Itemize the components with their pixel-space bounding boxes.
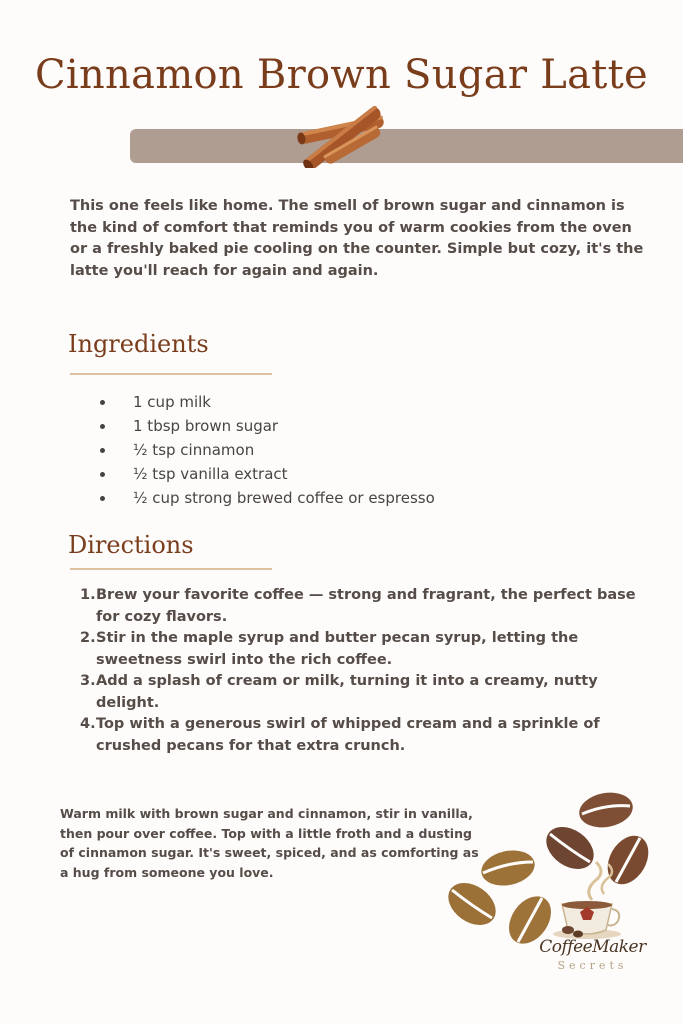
directions-heading: Directions <box>68 531 194 559</box>
list-item <box>80 585 640 628</box>
cinnamon-sticks-icon <box>292 106 392 168</box>
summary-paragraph: Warm milk with brown sugar and cinnamon, stir in vanilla, then pour over coffee. Top with a little froth and a dusting of cinnamon sugar. It's sweet, spiced, and as comforting as a hug from someone you love. <box>60 806 479 880</box>
step-text: Brew your favorite coffee — strong and fragrant, the perfect base for cozy flavors. <box>96 587 636 625</box>
coffee-cup-icon <box>553 862 621 939</box>
ingredient-text: 1 tbsp brown sugar <box>133 417 279 435</box>
list-item <box>100 486 435 510</box>
coffee-bean-icon <box>538 818 601 877</box>
ingredient-text: ½ tsp vanilla extract <box>133 465 288 483</box>
list-item <box>80 671 640 714</box>
bullet <box>100 424 105 429</box>
ingredient-text: ½ tsp cinnamon <box>133 441 255 459</box>
list-item <box>100 438 435 462</box>
ingredients-divider <box>70 373 272 375</box>
directions-divider <box>70 568 272 570</box>
coffee-bean-icon <box>599 828 656 891</box>
coffee-bean-icon <box>576 789 635 832</box>
bullet <box>100 400 105 405</box>
ingredients-heading: Ingredients <box>68 330 209 358</box>
ingredient-text: 1 cup milk <box>133 393 211 411</box>
step-number: 1. <box>80 587 96 603</box>
bullet <box>100 448 105 453</box>
brand-subtitle: Secrets <box>557 959 628 972</box>
list-item <box>100 462 435 486</box>
step-text: Add a splash of cream or milk, turning it into a creamy, nutty delight. <box>96 673 598 711</box>
list-item <box>100 414 435 438</box>
step-number: 2. <box>80 630 96 646</box>
title-underline-bar <box>130 129 683 163</box>
list-item <box>80 714 640 757</box>
bullet <box>100 472 105 477</box>
list-item <box>80 628 640 671</box>
brand-name: CoffeeMaker <box>539 937 646 957</box>
step-number: 4. <box>80 716 96 732</box>
bullet <box>100 496 105 501</box>
list-item <box>100 390 435 414</box>
coffee-bean-icon <box>478 846 538 890</box>
ingredients-list <box>100 390 435 510</box>
coffee-beans-illustration <box>440 782 683 1024</box>
step-text: Stir in the maple syrup and butter pecan syrup, letting the sweetness swirl into the rich coffee. <box>96 630 579 668</box>
brand-logo <box>535 937 650 972</box>
intro-paragraph: This one feels like home. The smell of brown sugar and cinnamon is the kind of comfort that reminds you of warm cookies from the oven or a freshly baked pie cooling on the counter. Simple but cozy, it's the latte you'll reach for again and again. <box>70 198 644 279</box>
step-text: Top with a generous swirl of whipped cream and a sprinkle of crushed pecans for that extra crunch. <box>96 716 600 754</box>
page-title: Cinnamon Brown Sugar Latte <box>34 52 649 98</box>
step-number: 3. <box>80 673 96 689</box>
directions-list <box>80 585 640 757</box>
ingredient-text: ½ cup strong brewed coffee or espresso <box>133 489 435 507</box>
